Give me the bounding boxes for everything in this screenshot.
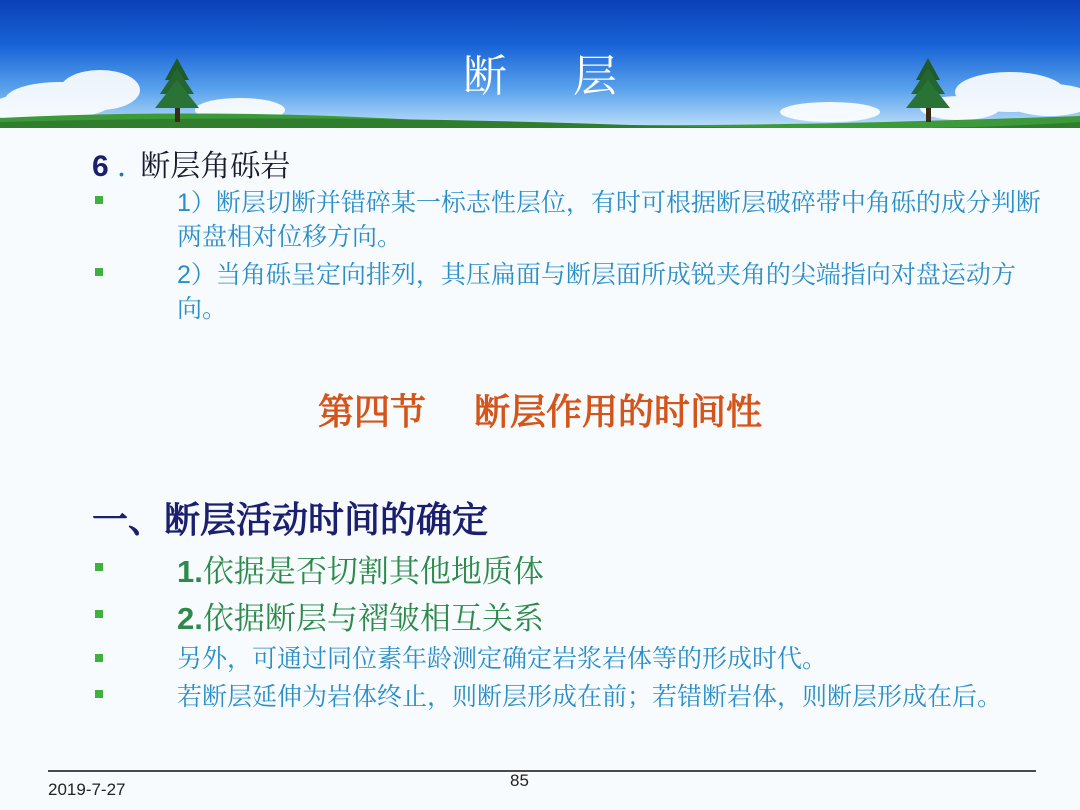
item-lead: 1. [177,554,203,589]
list-item [177,258,1047,326]
bullet-icon [95,196,103,204]
section-name: 断层作用的时间性 [474,392,763,433]
footer-date: 2019-7-27 [48,780,126,799]
item-text: 断层切断并错碎某一标志性层位，有时可根据断层破碎带中角砾的成分判断两盘相对位移方向。 [177,188,1041,251]
item-lead: 2. [177,601,203,636]
item-text: 当角砾呈定向排列，其压扁面与断层面所成锐夹角的尖端指向对盘运动方向。 [177,260,1016,323]
bullet-icon [95,268,103,276]
bullet-icon [95,563,103,571]
footer-divider [48,770,1036,772]
list-item [177,546,544,591]
bullet-icon [95,690,103,698]
item-lead: 1） [177,189,216,217]
list-item: 另外，可通过同位素年龄测定确定岩浆岩体等的形成时代。 [177,644,828,673]
section-number: 第四节 [317,392,426,433]
list-item [177,186,1047,254]
section-title [0,384,1080,435]
item-lead: 2） [177,261,216,289]
bullet-icon [95,654,103,662]
heading-number: 6 [92,150,109,183]
item-text: 依据断层与褶皱相互关系 [202,601,544,637]
section-heading [92,141,290,185]
sub-heading: 一、断层活动时间的确定 [92,500,489,541]
list-item [177,593,544,638]
page-number: 85 [510,771,529,790]
heading-text: 断层角砾岩 [140,149,291,184]
bullet-icon [95,610,103,618]
heading-dot: . [116,149,127,184]
slide-title: 断 层 [463,51,643,102]
list-item: 若断层延伸为岩体终止，则断层形成在前；若错断岩体，则断层形成在后。 [177,682,1003,711]
item-text: 依据是否切割其他地质体 [202,554,544,590]
